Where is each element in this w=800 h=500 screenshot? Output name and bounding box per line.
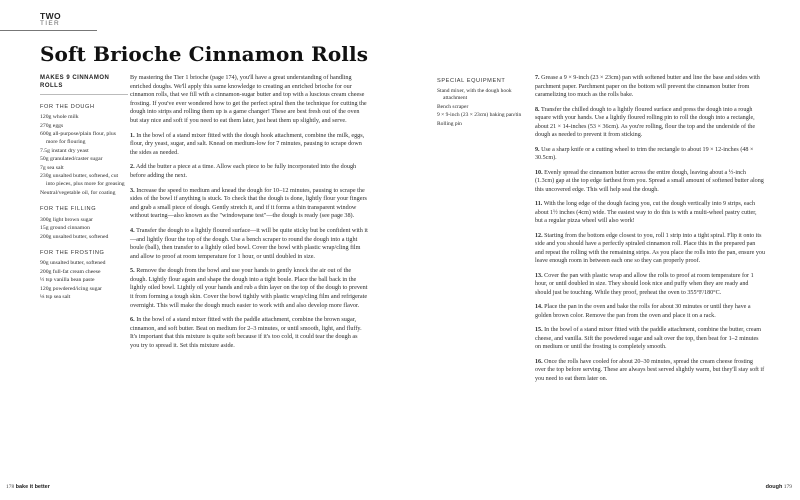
- step-number: 10.: [535, 169, 543, 176]
- ingredient-item: 230g unsalted butter, softened, cut into pieces, plus more for greasing: [40, 173, 125, 188]
- step-paragraph: [535, 200, 765, 226]
- equipment-item: 9 × 9-inch (23 × 23cm) baking pan/tin: [437, 112, 522, 119]
- step-number: 1.: [130, 131, 135, 139]
- page-number-right: 179: [783, 484, 792, 490]
- step-number: 16.: [535, 358, 543, 365]
- ingredient-item: 120g powdered/icing sugar: [40, 285, 102, 292]
- step-paragraph: [535, 272, 765, 298]
- step-number: 7.: [535, 75, 540, 81]
- frosting-heading: FOR THE FROSTING: [40, 249, 105, 256]
- page-number-left: 178: [6, 484, 15, 490]
- step-paragraph: [535, 326, 765, 352]
- footer-left: [6, 484, 50, 490]
- tier-number: TWO: [40, 11, 62, 21]
- step-paragraph: [130, 227, 368, 261]
- step-number: 14.: [535, 304, 543, 310]
- tier-label: TIER: [40, 20, 61, 27]
- step-text: Transfer the chilled dough to a lightly floured surface and press the dough into a rough square with your hands. Use a lightly floured rolling pin to roll the dough into a rectangle, about 21 × 14-inches (53 × 36cm). As you're rolling, flour the top and the underside of the dough as needed to prevent it from sticking.: [535, 106, 756, 138]
- ingredients-sidebar: [40, 74, 128, 301]
- ingredient-item: ⅛ tsp sea salt: [40, 293, 71, 300]
- step-text: Remove the dough from the bowl and use your hands to gently knock the air out of the dough. Lightly flour again and shape the dough into a tight boule. Place the ball back in the lightly oiled bowl. Lightly oil your hands and rub a thin layer on the top of the dough to prevent it from forming a tough skin. Cover the bowl tightly with plastic wrap/cling film and refrigerate overnight. This will make the dough much easier to work with and also develop more flavor.: [130, 267, 368, 309]
- step-number: 3.: [130, 186, 135, 194]
- step-paragraph: [130, 316, 368, 350]
- step-text: Use a sharp knife or a cutting wheel to trim the rectangle to about 19 × 12-inches (48 × 30.5cm).: [535, 146, 754, 161]
- ingredient-item: 7.5g instant dry yeast: [40, 147, 89, 154]
- step-text: With the long edge of the dough facing you, cut the dough vertically into 9 strips, each about 1½ inches (4cm) wide. The easiest way to do this is with a multi-wheel pastry cutter, but a regular pizza wheel will also work!: [535, 201, 757, 224]
- step-text: Starting from the bottom edge closest to you, roll 1 strip into a tight spiral. Flip it onto its side and you should have a perfectly spiraled cinnamon roll. Place this in the prepared pan and repeat the rolling with the remaining strips. As you place the rolls into the pan, ensure you leave enough room in between each one so they can properly proof.: [535, 232, 765, 264]
- step-paragraph: [130, 187, 368, 221]
- ingredient-item: 50g granulated/caster sugar: [40, 156, 103, 163]
- step-paragraph: [130, 163, 368, 180]
- equipment-item: Stand mixer, with the dough hook attachment: [437, 87, 512, 102]
- ingredient-item: ½ tsp vanilla bean paste: [40, 277, 95, 284]
- step-text: Increase the speed to medium and knead the dough for 10–12 minutes, pausing to scrape the sides of the bowl if anything is stuck. To check that the dough is done, lightly flour your fingers and grab a small piece of dough. Gently stretch it, and if it forms a thin transparent window without tearing—also known as the "windowpane test"—the dough is ready (see page 38).: [130, 186, 367, 220]
- filling-heading: FOR THE FILLING: [40, 206, 97, 213]
- step-text: Transfer the dough to a lightly floured surface—it will be quite sticky but be confident with it—and lightly flour the top of the dough. Use a bench scraper to round the dough into a tight boule (ball), then transfer to a lightly oiled bowl. Cover the bowl with plastic wrap/cling film and allow to proof at room temperature for 1 hour, or until doubled in size.: [130, 226, 368, 260]
- step-paragraph: [535, 358, 765, 384]
- ingredient-item: 200g unsalted butter, softened: [40, 233, 109, 240]
- step-paragraph: [535, 106, 765, 140]
- section-name: dough: [765, 484, 783, 490]
- step-text: Evenly spread the cinnamon butter across the entire dough, leaving about a ½-inch (1.3cm) gap at the top edge farthest from you. Spread a small amount of softened butter along this uncovered edge. This will help seal the dough.: [535, 169, 764, 193]
- step-paragraph: [535, 303, 765, 320]
- step-number: 2.: [130, 163, 135, 171]
- ingredient-item: 600g all-purpose/plain flour, plus more for flouring: [40, 131, 116, 146]
- intro-paragraph: By mastering the Tier 1 brioche (page 174), you'll have a great understanding of handling enriched doughs. We'll apply this same knowledge to creating an enriched brioche for our cinnamon rolls, that we fill with a cinnamon-sugar butter and top with a luscious cream cheese frosting. If you've ever wondered how to get the perfect spiral then the technique for cutting the dough into strips and rolling them up is a game changer! These are best fresh out of the oven but stay nice and soft if you need to eat them later, just heat them up slightly, and serve.: [130, 74, 367, 124]
- yield-heading: MAKES 9 CINNAMON ROLLS: [40, 74, 128, 95]
- book-title: bake it better: [15, 484, 50, 490]
- step-number: 6.: [130, 316, 135, 324]
- step-number: 12.: [535, 232, 543, 239]
- ingredient-item: Neutral/vegetable oil, for coating: [40, 189, 116, 196]
- step-paragraph: [535, 146, 765, 163]
- equipment-list: [437, 78, 529, 130]
- step-text: In the bowl of a stand mixer fitted with the paddle attachment, combine the brown sugar, cinnamon, and soft butter. Beat on medium for 2–3 minutes, or until smooth, light, and fluffy. It's important that this mixture is quite soft because if it's too cold, it could tear the dough as you try to spread it. Set this mixture aside.: [130, 316, 362, 350]
- ingredient-item: 200g full-fat cream cheese: [40, 268, 101, 275]
- step-paragraph: [535, 169, 765, 195]
- recipe-title: Soft Brioche Cinnamon Rolls: [40, 42, 369, 66]
- ingredient-item: 120g whole milk: [40, 114, 79, 121]
- step-paragraph: [535, 74, 765, 100]
- equipment-heading: SPECIAL EQUIPMENT: [437, 78, 506, 84]
- step-number: 9.: [535, 146, 540, 153]
- step-text: Once the rolls have cooled for about 20–30 minutes, spread the cream cheese frosting over the top before serving. These are always best served slightly warm, but they'll stay soft if you need to eat them later on.: [535, 358, 765, 382]
- step-number: 5.: [130, 267, 135, 275]
- step-text: Grease a 9 × 9-inch (23 × 23cm) pan with softened butter and line the base and sides with parchment paper. Parchment paper on the bottom will prevent the cinnamon butter from caramelizing too much as the rolls bake.: [535, 75, 760, 98]
- equipment-item: Rolling pin: [437, 120, 462, 127]
- ingredient-item: 90g unsalted butter, softened: [40, 260, 106, 267]
- method-column-left: [130, 74, 368, 357]
- method-column-right: [535, 74, 765, 389]
- footer-right: [766, 484, 792, 490]
- step-text: In the bowl of a stand mixer fitted with the paddle attachment, combine the butter, cream cheese, and vanilla. Sift the powdered sugar and salt over the top, then beat for 1–2 minutes on medium or until the frosting is completely smooth.: [535, 327, 762, 350]
- step-paragraph: [535, 232, 765, 266]
- ingredient-item: 15g ground cinnamon: [40, 225, 90, 232]
- step-text: Place the pan in the oven and bake the rolls for about 30 minutes or until they have a golden brown color. Remove the pan from the oven and place it on a rack.: [535, 304, 751, 319]
- step-number: 4.: [130, 226, 135, 234]
- step-paragraph: [130, 267, 368, 310]
- step-number: 13.: [535, 272, 543, 279]
- ingredient-item: 300g light brown sugar: [40, 216, 93, 223]
- step-text: Add the butter a piece at a time. Allow each piece to be fully incorporated into the dough before adding the next.: [130, 163, 357, 179]
- step-number: 11.: [535, 201, 543, 207]
- step-number: 15.: [535, 327, 543, 333]
- step-text: In the bowl of a stand mixer fitted with the dough hook attachment, combine the milk, eggs, flour, dry yeast, sugar, and salt. Knead on medium-low for 7 minutes, pausing to scrape down the sides as needed.: [130, 131, 365, 156]
- ingredient-item: 270g eggs: [40, 122, 64, 129]
- step-paragraph: [130, 132, 368, 158]
- ingredient-item: 7g sea salt: [40, 164, 64, 171]
- step-number: 8.: [535, 106, 540, 113]
- equipment-item: Bench scraper: [437, 103, 469, 110]
- step-text: Cover the pan with plastic wrap and allow the rolls to proof at room temperature for 1 hour, or until doubled in size. They should look nice and puffy when they are ready and should just be touching. While they proof, preheat the oven to 355°F/180°C.: [535, 272, 754, 296]
- dough-heading: FOR THE DOUGH: [40, 103, 95, 110]
